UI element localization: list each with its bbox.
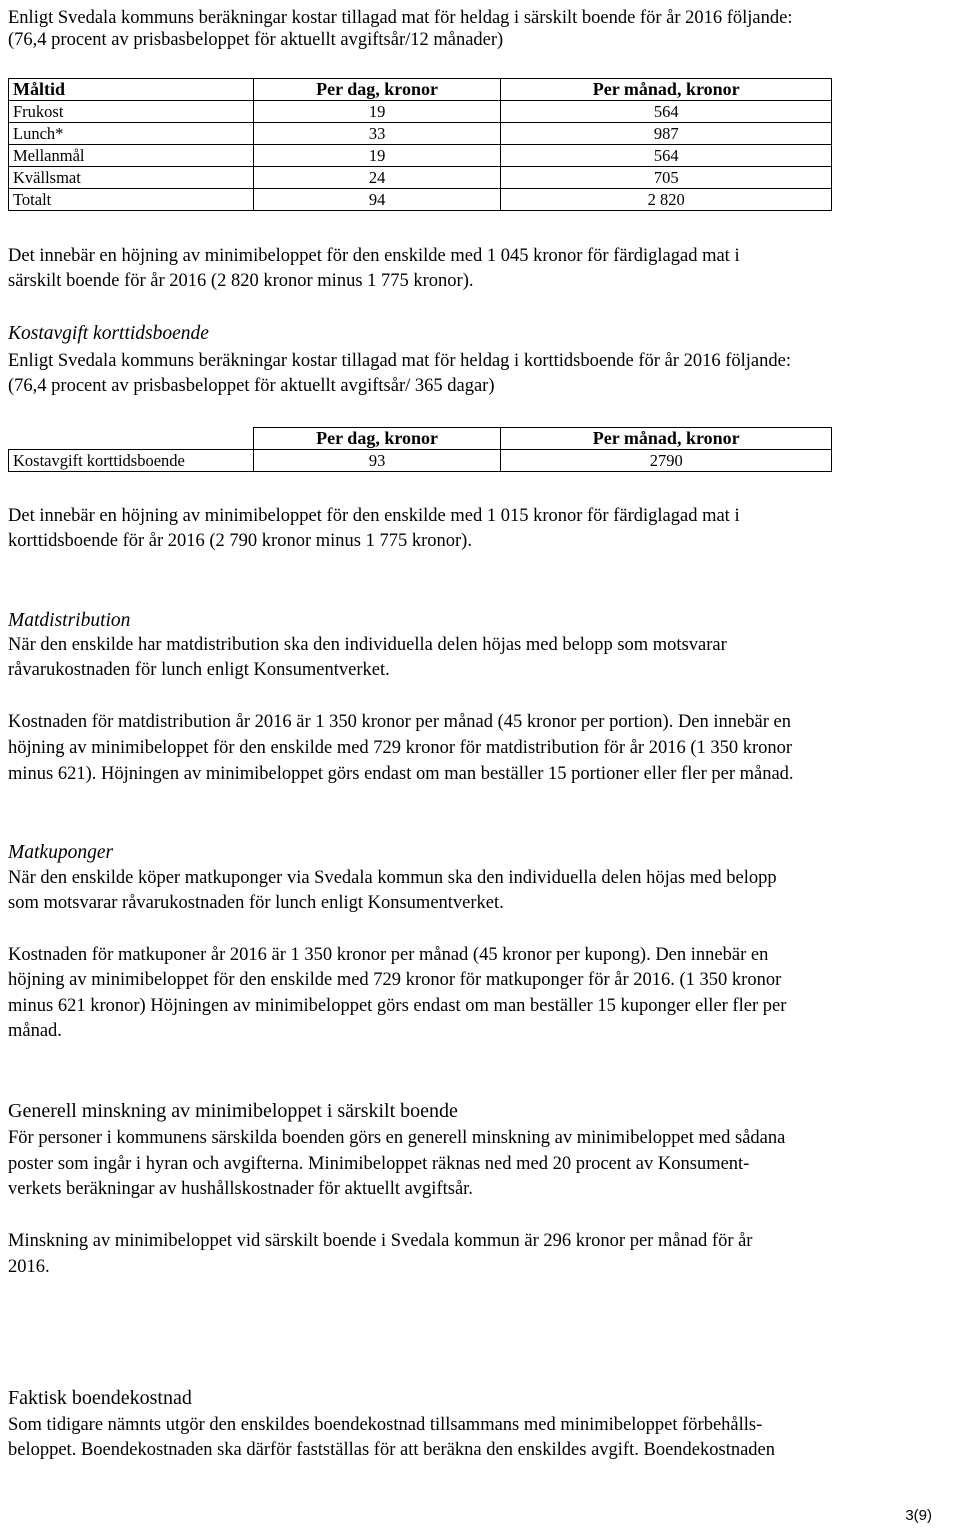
section-heading-matdistribution: Matdistribution [8, 610, 131, 631]
cell: 94 [253, 189, 501, 211]
cell: Kostavgift korttidsboende [9, 450, 254, 472]
meal-cost-table [8, 78, 832, 211]
cell: 2 820 [501, 189, 832, 211]
cell: Kvällsmat [9, 167, 254, 189]
section-heading-korttidsboende: Kostavgift korttidsboende [8, 323, 209, 344]
cell: Lunch* [9, 123, 254, 145]
table-row [9, 189, 832, 211]
cell: 2790 [501, 450, 832, 472]
after-meal-line-1: Det innebär en höjning av minimibeloppet för den enskilde med 1 045 kronor för färdiglagad mat i [8, 246, 740, 266]
cell: 19 [253, 145, 501, 167]
col-header-per-manad: Per månad, kronor [501, 79, 832, 101]
matkuponger-p1-line-1: När den enskilde köper matkuponger via Svedala kommun ska den individuella delen höjas med belopp [8, 868, 777, 888]
col-header-per-dag: Per dag, kronor [253, 79, 501, 101]
matdistribution-p1-line-2: råvarukostnaden för lunch enligt Konsumentverket. [8, 660, 390, 680]
generell-p1-line-1: För personer i kommunens särskilda boenden görs en generell minskning av minimibeloppet med sådana [8, 1128, 786, 1148]
col-header-maltid: Måltid [9, 79, 254, 101]
cell: 564 [501, 101, 832, 123]
section-heading-matkuponger: Matkuponger [8, 842, 114, 863]
table-row [9, 167, 832, 189]
generell-p2-line-1: Minskning av minimibeloppet vid särskilt boende i Svedala kommun är 296 kronor per månad för år [8, 1231, 753, 1251]
table-row [9, 145, 832, 167]
table-row [9, 101, 832, 123]
cell: Frukost [9, 101, 254, 123]
col-header-empty [9, 428, 254, 450]
short-term-line-2: (76,4 procent av prisbasbeloppet för aktuellt avgiftsår/ 365 dagar) [8, 376, 495, 396]
section-heading-faktisk: Faktisk boendekostnad [8, 1387, 192, 1409]
cell: 19 [253, 101, 501, 123]
short-term-table [8, 427, 832, 472]
matkuponger-p2-line-2: höjning av minimibeloppet för den enskilde med 729 kronor för matkuponger för år 2016. (1 350 kronor [8, 970, 782, 990]
cell: 705 [501, 167, 832, 189]
cell: Mellanmål [9, 145, 254, 167]
page-number: 3(9) [905, 1507, 932, 1524]
short-term-after-line-1: Det innebär en höjning av minimibeloppet för den enskilde med 1 015 kronor för färdiglagad mat i [8, 506, 740, 526]
short-term-after-line-2: korttidsboende för år 2016 (2 790 kronor minus 1 775 kronor). [8, 531, 472, 551]
matdistribution-p1-line-1: När den enskilde har matdistribution ska den individuella delen höjas med belopp som motsvarar [8, 635, 727, 655]
matkuponger-p2-line-1: Kostnaden för matkuponer år 2016 är 1 350 kronor per månad (45 kronor per kupong). Den innebär en [8, 945, 769, 965]
faktisk-line-2: beloppet. Boendekostnaden ska därför fastställas för att beräkna den enskildes avgift. Boendekostnaden [8, 1440, 776, 1460]
cell: 564 [501, 145, 832, 167]
table-row [9, 123, 832, 145]
cell: Totalt [9, 189, 254, 211]
cell: 33 [253, 123, 501, 145]
matdistribution-p2-line-2: höjning av minimibeloppet för den enskilde med 729 kronor för matdistribution för år 2016 (1 350 kronor [8, 738, 793, 758]
matdistribution-p2-line-3: minus 621). Höjningen av minimibeloppet görs endast om man beställer 15 portioner eller fler per månad. [8, 764, 794, 784]
matkuponger-p2-line-3: minus 621 kronor) Höjningen av minimibeloppet görs endast om man beställer 15 kuponger eller fler per [8, 996, 787, 1016]
intro-line-2: (76,4 procent av prisbasbeloppet för aktuellt avgiftsår/12 månader) [8, 30, 504, 50]
short-term-line-1: Enligt Svedala kommuns beräkningar kostar tillagad mat för heldag i korttidsboende för år 2016 följande: [8, 351, 791, 371]
after-meal-line-2: särskilt boende för år 2016 (2 820 kronor minus 1 775 kronor). [8, 271, 474, 291]
generell-p1-line-2: poster som ingår i hyran och avgifterna. Minimibeloppet räknas ned med 20 procent av Konsument- [8, 1154, 750, 1174]
table-row [9, 450, 832, 472]
intro-line-1: Enligt Svedala kommuns beräkningar kostar tillagad mat för heldag i särskilt boende för år 2016 följande: [8, 8, 793, 28]
matkuponger-p2-line-4: månad. [8, 1021, 62, 1041]
matdistribution-p2-line-1: Kostnaden för matdistribution år 2016 är 1 350 kronor per månad (45 kronor per portion). Den innebär en [8, 712, 791, 732]
cell: 987 [501, 123, 832, 145]
generell-p2-line-2: 2016. [8, 1257, 50, 1277]
col-header-per-dag: Per dag, kronor [253, 428, 501, 450]
faktisk-line-1: Som tidigare nämnts utgör den enskildes boendekostnad tillsammans med minimibeloppet förbehålls- [8, 1415, 763, 1435]
cell: 24 [253, 167, 501, 189]
table-header-row [9, 428, 832, 450]
matkuponger-p1-line-2: som motsvarar råvarukostnaden för lunch enligt Konsumentverket. [8, 893, 504, 913]
generell-p1-line-3: verkets beräkningar av hushållskostnader för aktuellt avgiftsår. [8, 1179, 473, 1199]
section-heading-generell: Generell minskning av minimibeloppet i särskilt boende [8, 1100, 458, 1122]
col-header-per-manad: Per månad, kronor [501, 428, 832, 450]
cell: 93 [253, 450, 501, 472]
table-header-row [9, 79, 832, 101]
